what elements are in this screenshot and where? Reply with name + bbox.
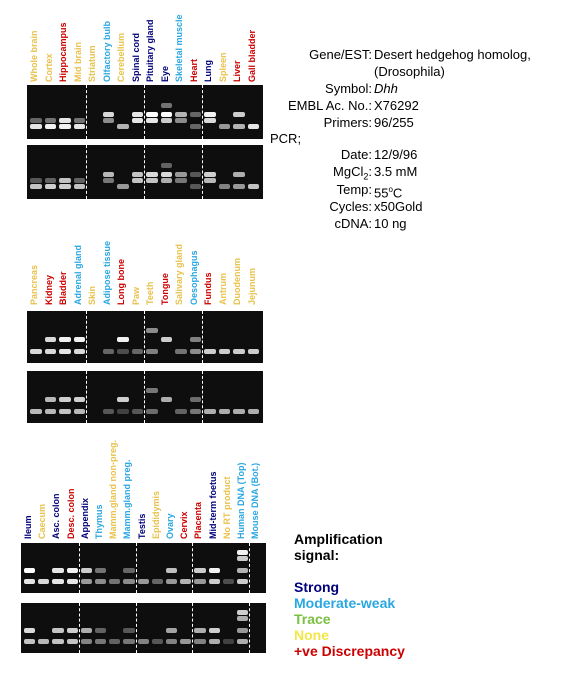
- legend-item-strong: Strong: [294, 579, 340, 595]
- gel-band: [190, 397, 202, 402]
- gel-band: [237, 639, 248, 644]
- gel-band: [30, 178, 42, 183]
- gel-band: [59, 124, 71, 129]
- gel-band: [59, 349, 71, 354]
- lane-label: Epididymis: [150, 490, 161, 539]
- gel-band: [24, 568, 35, 573]
- amplification-legend: [294, 531, 405, 659]
- lane-label: Pancreas: [29, 264, 39, 305]
- gene-key: Gene/EST:: [309, 47, 372, 62]
- lane-label: Mamm.gland preg.: [122, 459, 133, 539]
- lane-label: Fundus: [203, 272, 213, 305]
- lane-label: Hippocampus: [58, 22, 68, 82]
- gel-band: [67, 639, 78, 644]
- mgcl-key-main: MgCl: [333, 164, 364, 179]
- gene-value-line2: (Drosophila): [374, 64, 445, 79]
- lane-label: Salivary gland: [174, 243, 184, 305]
- gel-band: [146, 409, 158, 414]
- gel-band: [117, 397, 129, 402]
- gel-band: [209, 628, 220, 633]
- lane-divider: [136, 603, 137, 653]
- lane-label: Jejunum: [246, 267, 257, 305]
- lane-label: Oesophagus: [188, 250, 199, 305]
- lane-label: Kidney: [43, 274, 54, 305]
- gel-band: [24, 579, 35, 584]
- lane-label: Ovary: [165, 513, 175, 539]
- lane-label: Mamm.gland non-preg.: [108, 440, 119, 539]
- lane-label: Placenta: [193, 501, 204, 539]
- gel-band: [146, 118, 158, 123]
- gel-band: [219, 184, 231, 189]
- gel-band: [132, 172, 144, 177]
- gel-band: [38, 579, 49, 584]
- gel-band: [103, 112, 115, 117]
- gel-band: [175, 178, 187, 183]
- lane-label: Cervix: [179, 511, 190, 539]
- gel-band: [248, 124, 260, 129]
- lane-label: Eye: [159, 65, 170, 82]
- gel-band: [59, 409, 71, 414]
- gel-band: [146, 388, 158, 393]
- gel-band: [45, 124, 57, 129]
- lane-divider: [144, 371, 145, 423]
- gel-strip: [27, 311, 263, 363]
- lane-label: Thymus: [94, 504, 104, 539]
- gel-band: [103, 349, 115, 354]
- embl-value: X76292: [374, 98, 419, 113]
- lane-label: Long bone: [116, 259, 126, 305]
- gel-band: [67, 628, 78, 633]
- gel-band: [74, 349, 86, 354]
- mgcl-key-sub: 2: [363, 171, 369, 182]
- legend-title-line2: signal:: [294, 547, 340, 563]
- gel-band: [190, 184, 202, 189]
- gel-band: [152, 579, 163, 584]
- cycles-key: Cycles:: [329, 199, 372, 214]
- gel-band: [146, 328, 158, 333]
- gel-band: [45, 184, 57, 189]
- gel-band: [194, 579, 205, 584]
- lane-divider: [79, 603, 80, 653]
- gel-band: [166, 639, 177, 644]
- gel-band: [223, 639, 234, 644]
- gel-band: [117, 349, 129, 354]
- lane-divider: [79, 543, 80, 593]
- gel-band: [237, 616, 248, 621]
- lane-label: Caecum: [37, 503, 48, 539]
- gel-band: [204, 409, 216, 414]
- gel-band: [161, 397, 173, 402]
- lane-divider: [86, 145, 87, 199]
- temp-value-unit: C: [392, 185, 403, 201]
- cdna-key: cDNA:: [334, 216, 372, 231]
- gel-band: [74, 124, 86, 129]
- lane-label: Tongue: [159, 273, 170, 305]
- temp-value-sup: o: [388, 185, 393, 194]
- gel-band: [237, 610, 248, 615]
- gel-band: [132, 118, 144, 123]
- gel-band: [190, 409, 202, 414]
- primers-value: 96/255: [374, 115, 414, 130]
- lane-label: Spleen: [217, 52, 228, 82]
- gel-band: [103, 409, 115, 414]
- gel-band: [233, 184, 245, 189]
- gel-band: [81, 639, 92, 644]
- gel-band: [166, 628, 177, 633]
- gel-band: [248, 349, 260, 354]
- gel-band: [248, 184, 260, 189]
- gel-band: [45, 118, 57, 123]
- gel-band: [161, 103, 173, 108]
- gel-band: [117, 124, 129, 129]
- date-value: 12/9/96: [374, 147, 418, 162]
- gel-band: [209, 639, 220, 644]
- legend-item-moderate-weak: Moderate-weak: [294, 595, 396, 611]
- gel-band: [45, 337, 57, 342]
- gel-band: [190, 112, 202, 117]
- legend-item-positive-discrepancy: +ve Discrepancy: [294, 643, 405, 659]
- temp-value-main: 55: [374, 185, 389, 201]
- gel-band: [24, 628, 35, 633]
- gel-band: [52, 568, 63, 573]
- gel-band: [233, 172, 245, 177]
- lane-label: Ileum: [23, 515, 33, 539]
- gel-band: [59, 337, 71, 342]
- gel-band: [219, 409, 231, 414]
- gel-band: [138, 579, 149, 584]
- lane-divider: [144, 85, 145, 139]
- lane-divider: [249, 603, 250, 653]
- lane-label: Teeth: [145, 281, 155, 305]
- lane-label: Cortex: [43, 53, 54, 82]
- primers-key: Primers:: [323, 115, 372, 130]
- gel-band: [132, 178, 144, 183]
- date-key: Date:: [340, 147, 372, 162]
- pcr-heading: PCR;: [270, 131, 302, 146]
- gel-band: [161, 337, 173, 342]
- lane-label: Antrum: [217, 273, 228, 305]
- gel-band: [161, 178, 173, 183]
- gel-band: [74, 337, 86, 342]
- gel-band: [74, 184, 86, 189]
- gel-band: [146, 178, 158, 183]
- lane-label: Mouse DNA (Bot.): [250, 462, 261, 539]
- lane-label: Mid-term foetus: [207, 471, 218, 539]
- gel-band: [30, 118, 42, 123]
- gel-band: [59, 397, 71, 402]
- gel-band: [233, 409, 245, 414]
- cycles-value: x50Gold: [374, 199, 423, 214]
- lane-label: Bladder: [58, 271, 68, 305]
- gel-band: [223, 579, 234, 584]
- gel-band: [204, 349, 216, 354]
- gel-strip: [27, 85, 263, 139]
- gel-band: [190, 349, 202, 354]
- gel-band: [190, 124, 202, 129]
- lane-label: Adipose tissue: [101, 240, 112, 305]
- gel-band: [132, 349, 144, 354]
- gel-band: [95, 579, 106, 584]
- lane-label: Skeletal muscle: [174, 14, 184, 82]
- gel-band: [67, 568, 78, 573]
- gel-band: [166, 579, 177, 584]
- gel-band: [123, 568, 134, 573]
- gel-band: [123, 628, 134, 633]
- gel-band: [45, 397, 57, 402]
- gel-band: [45, 409, 57, 414]
- gel-band: [59, 178, 71, 183]
- gel-band: [166, 568, 177, 573]
- gel-band: [123, 639, 134, 644]
- gel-strip: [21, 603, 266, 653]
- lane-divider: [192, 543, 193, 593]
- lane-divider: [144, 145, 145, 199]
- lane-divider: [249, 543, 250, 593]
- gel-band: [74, 178, 86, 183]
- lane-label: Human DNA (Top): [236, 462, 246, 539]
- gel-band: [180, 579, 191, 584]
- legend-item-none: None: [294, 627, 329, 643]
- lane-label: Asc. colon: [51, 493, 62, 539]
- gel-band: [219, 124, 231, 129]
- gel-band: [146, 172, 158, 177]
- gel-band: [219, 349, 231, 354]
- lane-divider: [202, 145, 203, 199]
- lane-label: Olfactory bulb: [101, 20, 112, 82]
- lane-divider: [86, 311, 87, 363]
- gel-band: [103, 172, 115, 177]
- gel-band: [103, 178, 115, 183]
- gel-band: [24, 639, 35, 644]
- gel-band: [237, 628, 248, 633]
- gel-band: [175, 409, 187, 414]
- lane-label: Paw: [130, 286, 141, 305]
- gel-band: [67, 579, 78, 584]
- mgcl-key-colon: :: [368, 164, 372, 179]
- lane-label: Liver: [232, 60, 242, 82]
- temp-key: Temp:: [336, 182, 372, 197]
- lane-divider: [202, 311, 203, 363]
- gel-band: [30, 184, 42, 189]
- lane-divider: [136, 543, 137, 593]
- lane-divider: [144, 311, 145, 363]
- lane-divider: [202, 371, 203, 423]
- gel-band: [161, 163, 173, 168]
- lane-label: Whole brain: [29, 30, 39, 82]
- gel-band: [81, 579, 92, 584]
- lane-divider: [86, 371, 87, 423]
- gel-band: [204, 112, 216, 117]
- gel-band: [132, 112, 144, 117]
- gel-band: [117, 184, 129, 189]
- gel-band: [209, 579, 220, 584]
- gel-band: [117, 337, 129, 342]
- gel-band: [109, 639, 120, 644]
- gel-band: [132, 409, 144, 414]
- gel-band: [237, 568, 248, 573]
- lane-label: Adrenal gland: [72, 244, 83, 305]
- lane-label: Cerebellum: [116, 32, 126, 82]
- lane-label: Heart: [188, 58, 199, 82]
- symbol-key: Symbol:: [325, 81, 372, 96]
- gel-band: [175, 172, 187, 177]
- lane-label: Skin: [87, 285, 97, 305]
- lane-label: Desc. colon: [65, 488, 76, 539]
- gel-band: [95, 568, 106, 573]
- gel-strip: [21, 543, 266, 593]
- lane-divider: [192, 603, 193, 653]
- gel-band: [103, 118, 115, 123]
- lane-label: Mid brain: [72, 42, 83, 82]
- gel-band: [194, 639, 205, 644]
- gel-band: [237, 556, 248, 561]
- lane-label: Appendix: [79, 497, 90, 539]
- mgcl-value: 3.5 mM: [374, 164, 418, 179]
- gel-band: [180, 639, 191, 644]
- gel-band: [52, 628, 63, 633]
- gel-band: [30, 124, 42, 129]
- lane-label: Spinal cord: [130, 32, 141, 82]
- gel-strip: [27, 145, 263, 199]
- gel-band: [175, 112, 187, 117]
- gel-band: [161, 172, 173, 177]
- gel-band: [45, 349, 57, 354]
- lane-label: Pituitary gland: [145, 19, 155, 82]
- lane-label: Testis: [136, 513, 147, 539]
- gel-band: [190, 337, 202, 342]
- gel-band: [237, 550, 248, 555]
- gel-band: [123, 579, 134, 584]
- gel-band: [45, 178, 57, 183]
- gel-band: [38, 639, 49, 644]
- gene-value: Desert hedgehog homolog,: [374, 47, 531, 62]
- gel-band: [204, 118, 216, 123]
- gel-band: [30, 349, 42, 354]
- lane-label: No RT product: [221, 476, 232, 539]
- gel-band: [146, 112, 158, 117]
- lane-label: Gall bladder: [246, 29, 257, 82]
- gel-band: [175, 349, 187, 354]
- gel-band: [81, 568, 92, 573]
- gel-band: [74, 397, 86, 402]
- lane-divider: [86, 85, 87, 139]
- gel-band: [95, 628, 106, 633]
- gel-band: [59, 184, 71, 189]
- gel-band: [81, 628, 92, 633]
- gel-band: [233, 349, 245, 354]
- gel-band: [30, 409, 42, 414]
- cdna-value: 10 ng: [374, 216, 407, 231]
- gel-band: [52, 579, 63, 584]
- gel-band: [233, 124, 245, 129]
- gel-band: [194, 568, 205, 573]
- gel-strip: [27, 371, 263, 423]
- gel-band: [161, 118, 173, 123]
- gel-band: [194, 628, 205, 633]
- lane-label: Striatum: [87, 45, 97, 82]
- gel-band: [146, 349, 158, 354]
- experiment-info: [270, 46, 560, 246]
- lane-label: Lung: [203, 60, 213, 82]
- gel-band: [95, 639, 106, 644]
- gel-band: [152, 639, 163, 644]
- legend-item-trace: Trace: [294, 611, 331, 627]
- gel-band: [204, 172, 216, 177]
- gel-band: [237, 579, 248, 584]
- gel-band: [209, 568, 220, 573]
- lane-divider: [202, 85, 203, 139]
- gel-band: [175, 118, 187, 123]
- lane-label: Duodenum: [232, 258, 242, 305]
- gel-band: [74, 409, 86, 414]
- gel-band: [248, 409, 260, 414]
- embl-key: EMBL Ac. No.:: [287, 98, 372, 113]
- gel-band: [59, 118, 71, 123]
- legend-title-line1: Amplification: [294, 531, 383, 547]
- gel-band: [52, 639, 63, 644]
- gel-band: [117, 409, 129, 414]
- gel-band: [161, 112, 173, 117]
- gel-band: [190, 172, 202, 177]
- gel-band: [233, 112, 245, 117]
- gel-band: [74, 118, 86, 123]
- gel-band: [204, 178, 216, 183]
- gel-band: [138, 639, 149, 644]
- symbol-value: Dhh: [374, 81, 398, 96]
- gel-band: [109, 579, 120, 584]
